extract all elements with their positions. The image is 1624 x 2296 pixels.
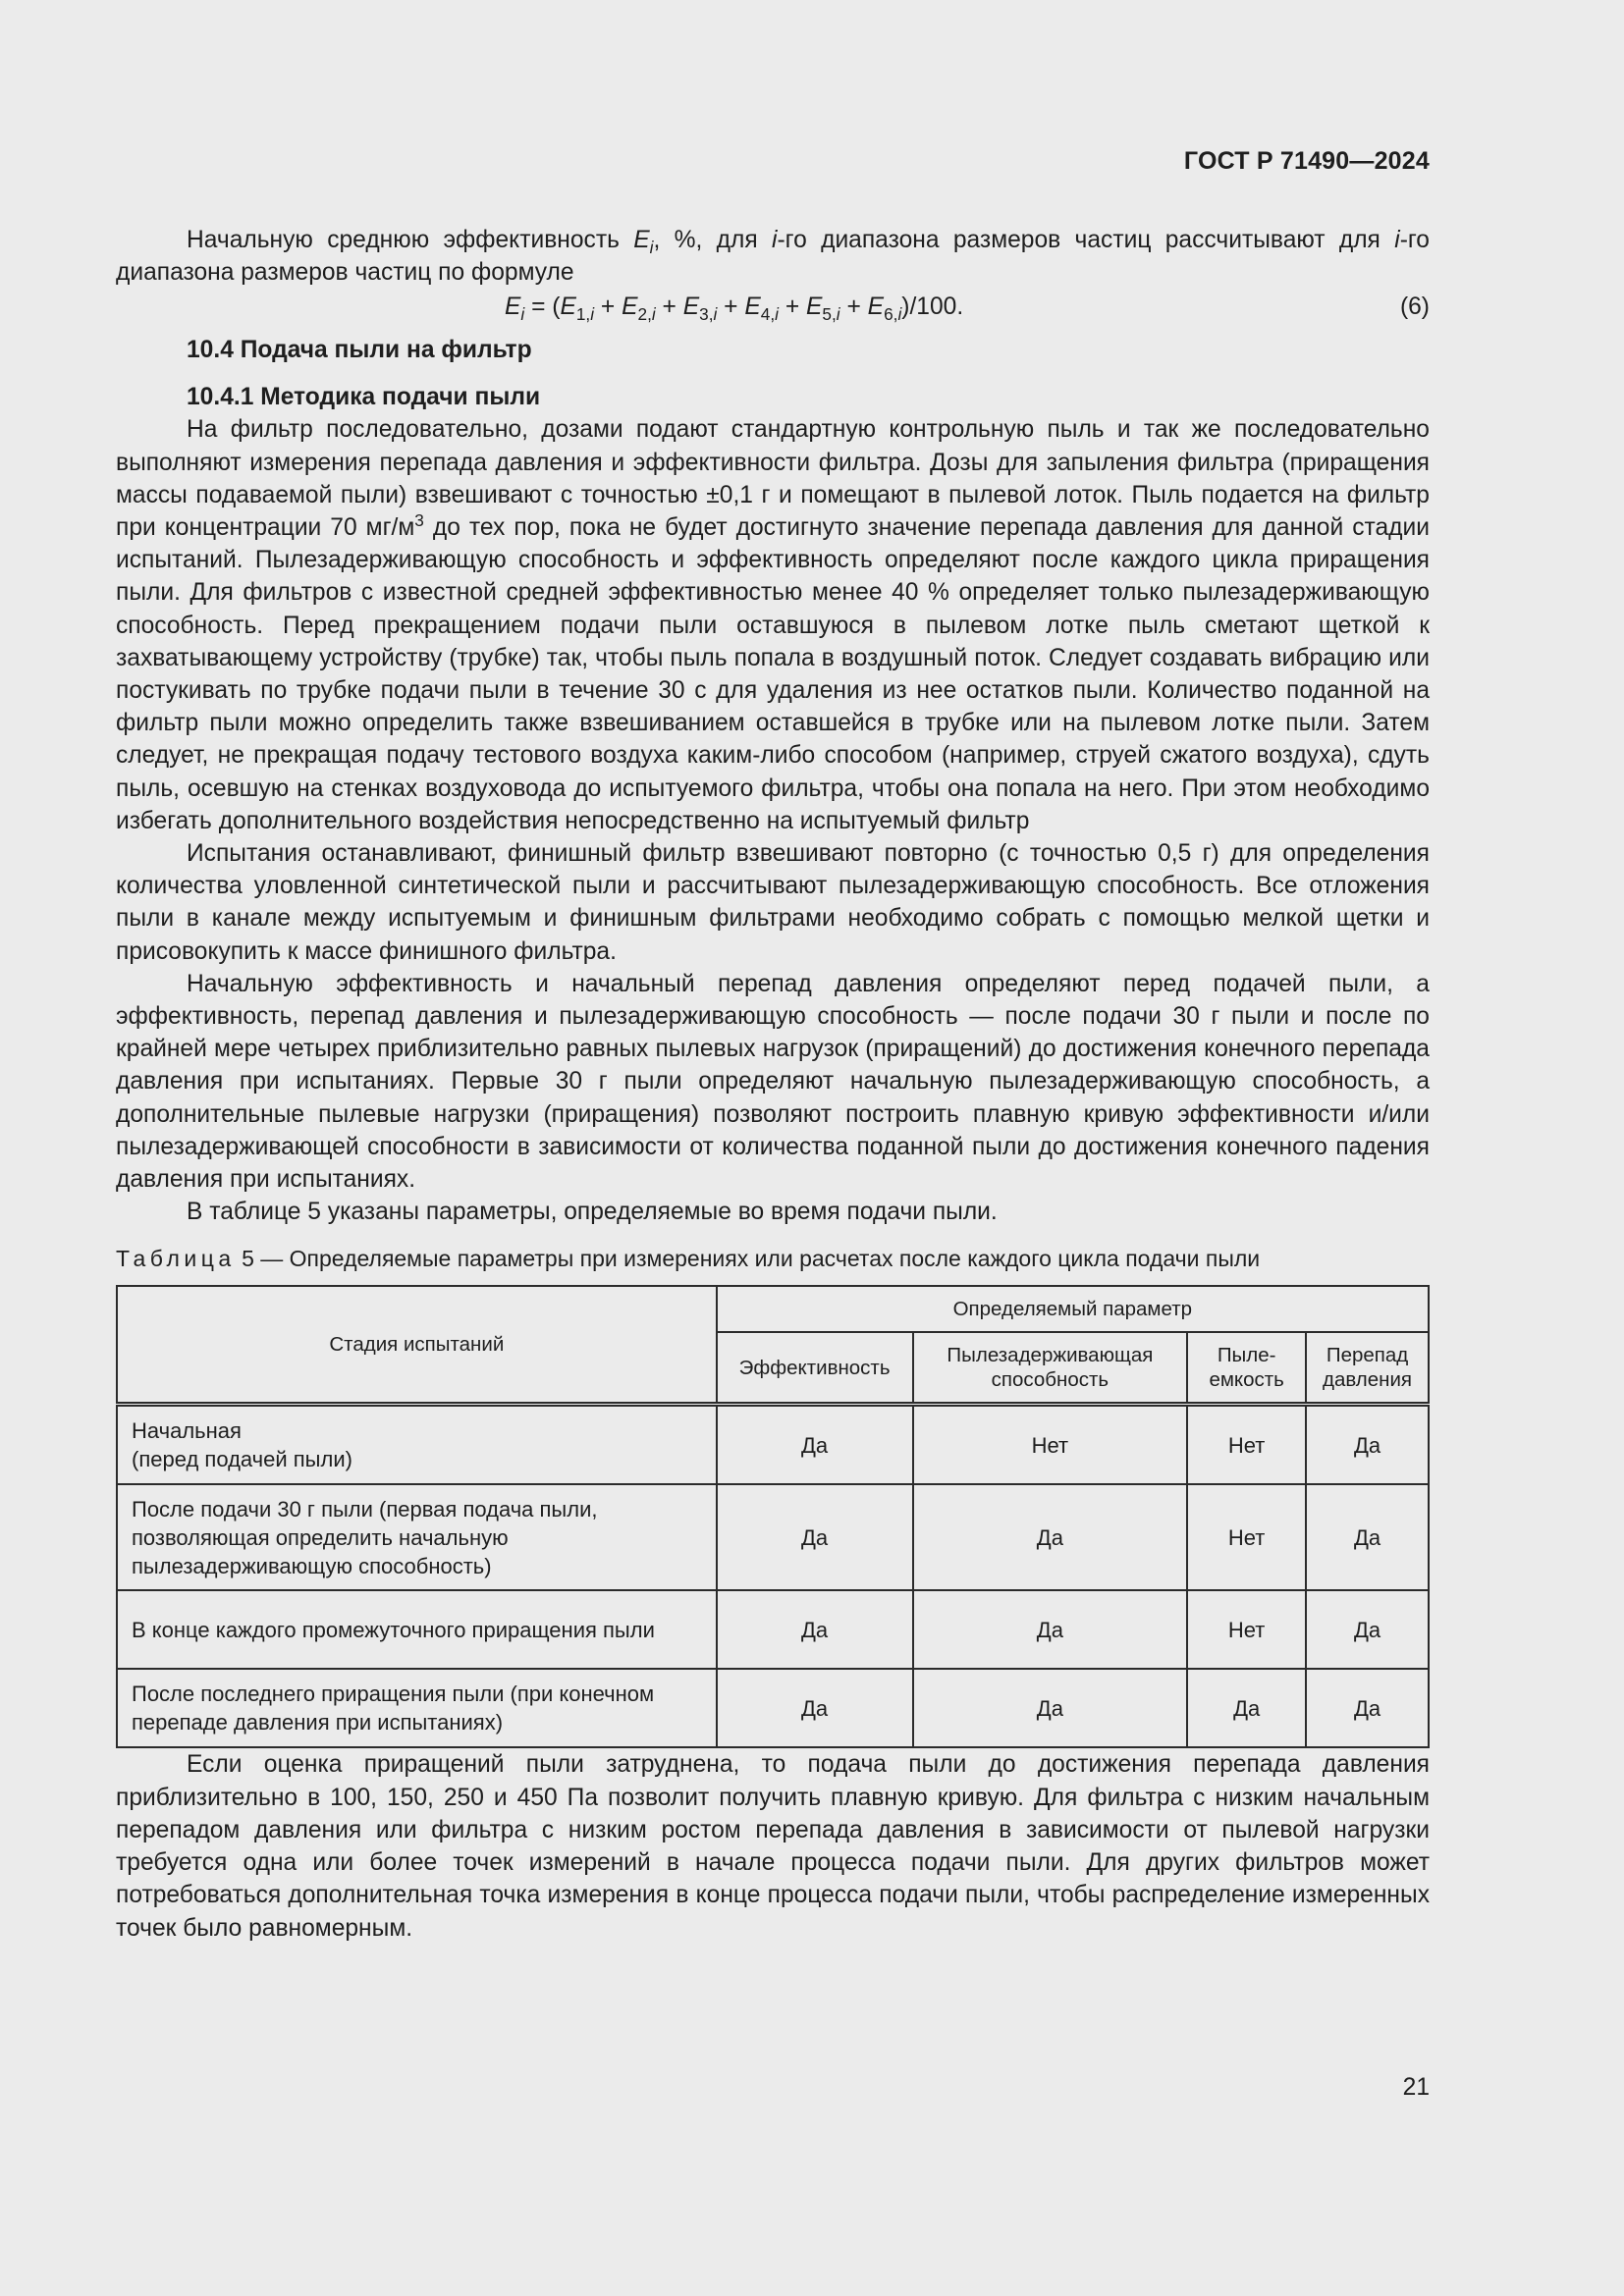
formula-term-3-idx: i (713, 304, 718, 325)
value-cell: Да (913, 1484, 1188, 1590)
table-row (117, 1590, 1429, 1669)
stage-cell: В конце каждого промежуточного приращения пыли (117, 1590, 717, 1669)
intro-i-symbol-1: i (772, 227, 778, 253)
value-cell: Да (717, 1669, 913, 1747)
page-number: 21 (1402, 2074, 1430, 2101)
formula-term-6: E (867, 294, 885, 321)
cubic-superscript: 3 (414, 510, 424, 531)
parameters-table (116, 1285, 1430, 1748)
paragraph-1-part-b: до тех пор, пока не будет достигнуто значение перепада давления для данной стадии испытаний. Пылезадерживающую способность и эффективность определяют после каждого цикла приращения пыли. Для фильтров с известной средней эффективностью менее 40 % определяет только пылезадерживающую способность. Перед прекращением подачи пыли оставшуюся в пылевом лотке пыль сметают щеткой к захватывающему устройству (трубке) так, чтобы пыль попала в воздушный поток. Следует создавать вибрацию или постукивать по трубке подачи пыли в течение 30 с для удаления из нее остатков пыли. Количество поданной на фильтр пыли можно определить также взвешиванием оставшейся в трубке или на пылевом лотке пыли. Затем следует, не прекращая подачу тестового воздуха каким-либо способом (например, струей сжатого воздуха), сдуть пыль, осевшую на стенках воздуховода до испытуемого фильтра, чтобы она попала на него. При этом необходимо избегать дополнительного воздействия непосредственно на испытуемый фильтр (116, 514, 1430, 834)
value-cell: Нет (1187, 1484, 1306, 1590)
formula-close: )/100. (901, 294, 964, 321)
formula-term-4-idx: i (775, 304, 779, 325)
value-cell: Да (717, 1484, 913, 1590)
subsection-heading: 10.4.1 Методика подачи пыли (187, 384, 541, 411)
formula-lhs-subscript: i (520, 304, 525, 325)
intro-e-symbol: E (633, 227, 650, 253)
stage-column-header: Стадия испытаний (117, 1286, 717, 1405)
formula-term-1: E (560, 294, 576, 321)
formula-term-5-sub: 5, (822, 304, 837, 325)
intro-text-2: , %, для (653, 227, 772, 253)
value-cell: Да (1187, 1669, 1306, 1747)
formula-plus-5: + (839, 294, 868, 321)
paragraph-initial-efficiency: Начальную эффективность и начальный перепад давления определяют перед подачей пыли, а эффективность, перепад давления и пылезадерживающую способность — после подачи 30 г пыли и после по крайней мере четырех приблизительно равных пылевых нагрузок (приращений) до достижения конечного перепада давления при испытаниях. Первые 30 г пыли определяют начальную пылезадерживающую способность, а дополнительные пылевые нагрузки (приращения) позволяют построить плавную кривую эффективности и/или пылезадерживающей способности в зависимости от количества поданной пыли до достижения конечного падения давления при испытаниях. (116, 970, 1430, 1194)
document-code: ГОСТ Р 71490—2024 (1183, 147, 1430, 175)
formula-term-5: E (806, 294, 823, 321)
stage-label-note: (перед подачей пыли) (132, 1447, 352, 1472)
table-row (117, 1484, 1429, 1590)
paragraph-dust-feeding (116, 413, 1430, 837)
value-cell: Да (1306, 1405, 1429, 1485)
value-cell: Нет (1187, 1405, 1306, 1485)
value-cell: Да (717, 1590, 913, 1669)
stage-cell: После подачи 30 г пыли (первая подача пыли, позволяющая определить начальную пылезадерживающую способность) (117, 1484, 717, 1590)
value-cell: Да (913, 1590, 1188, 1669)
formula-number: (6) (1399, 294, 1430, 321)
value-cell: Нет (913, 1405, 1188, 1485)
table-caption-text: 5 — Определяемые параметры при измерениях или расчетах после каждого цикла подачи пыли (235, 1246, 1261, 1272)
value-cell: Да (1306, 1484, 1429, 1590)
formula-term-1-idx: i (590, 304, 595, 325)
formula-lhs: E (505, 294, 521, 321)
value-cell: Да (717, 1405, 913, 1485)
formula-equals: = ( (524, 294, 561, 321)
page-body (116, 224, 1430, 1945)
column-header-dust-capacity: Пыле-емкость (1187, 1332, 1306, 1405)
parameter-group-header: Определяемый параметр (717, 1286, 1429, 1332)
intro-e-subscript: i (649, 238, 654, 257)
intro-i-symbol-2: i (1394, 227, 1400, 253)
formula-term-2: E (622, 294, 638, 321)
column-header-efficiency: Эффективность (717, 1332, 913, 1405)
column-header-pressure-drop: Перепад давления (1306, 1332, 1429, 1405)
value-cell: Да (913, 1669, 1188, 1747)
table-caption (116, 1244, 1430, 1273)
formula-term-3-sub: 3, (699, 304, 714, 325)
formula-term-6-sub: 6, (884, 304, 898, 325)
formula-term-6-idx: i (897, 304, 902, 325)
formula-plus-3: + (717, 294, 745, 321)
paragraph-table-reference: В таблице 5 указаны параметры, определяемые во время подачи пыли. (187, 1199, 998, 1226)
formula-term-4: E (744, 294, 761, 321)
table-caption-label: Таблица (116, 1246, 236, 1272)
formula-term-2-sub: 2, (637, 304, 652, 325)
column-header-dust-holding: Пылезадерживающая способность (913, 1332, 1188, 1405)
value-cell: Нет (1187, 1590, 1306, 1669)
formula-term-3: E (682, 294, 700, 321)
formula-expression (505, 290, 963, 325)
paragraph-test-stop: Испытания останавливают, финишный фильтр взвешивают повторно (с точностью 0,5 г) для определения количества уловленной синтетической пыли и рассчитывают пылезадерживающую способность. Все отложения пыли в канале между испытуемым и финишным фильтрами необходимо собрать с помощью мелкой щетки и присовокупить к массе финишного фильтра. (116, 840, 1430, 965)
formula-plus-1: + (594, 294, 623, 321)
intro-text-4: -го диапазона размеров частиц по формуле (116, 227, 1430, 287)
intro-paragraph (116, 224, 1430, 289)
formula-term-4-sub: 4, (760, 304, 776, 325)
section-heading: 10.4 Подача пыли на фильтр (187, 337, 532, 364)
table-row (117, 1669, 1429, 1747)
formula-plus-4: + (778, 294, 807, 321)
formula-term-5-idx: i (836, 304, 840, 325)
table-row (117, 1405, 1429, 1485)
formula-term-2-idx: i (651, 304, 656, 325)
stage-cell (117, 1405, 717, 1485)
formula-term-1-sub: 1, (575, 304, 591, 325)
stage-cell: После последнего приращения пыли (при конечном перепаде давления при испытаниях) (117, 1669, 717, 1747)
intro-text-1: Начальную среднюю эффективность (187, 227, 634, 253)
intro-text-3: -го диапазона размеров частиц рассчитывают для (777, 227, 1395, 253)
formula-plus-2: + (655, 294, 683, 321)
paragraph-1-part-a: На фильтр последовательно, дозами подают стандартную контрольную пыль и так же последовательно выполняют измерения перепада давления и эффективности фильтра. Дозы для запыления фильтра (приращения массы подаваемой пыли) взвешивают с точностью ±0,1 г и помещают в пылевой лоток. Пыль подается на фильтр при концентрации 70 мг/м (116, 416, 1430, 542)
paragraph-smooth-curve: Если оценка приращений пыли затруднена, то подача пыли до достижения перепада давления приблизительно в 100, 150, 250 и 450 Па позволит получить плавную кривую. Для фильтра с низким начальным перепадом давления или фильтра с низким ростом перепада давления в зависимости от пылевой нагрузки требуется одна или более точек измерений в начале процесса подачи пыли. Для других фильтров может потребоваться дополнительная точка измерения в конце процесса подачи пыли, чтобы распределение измеренных точек было равномерным. (116, 1751, 1430, 1942)
stage-label: Начальная (132, 1418, 242, 1444)
formula-6 (116, 290, 1430, 325)
value-cell: Да (1306, 1590, 1429, 1669)
value-cell: Да (1306, 1669, 1429, 1747)
